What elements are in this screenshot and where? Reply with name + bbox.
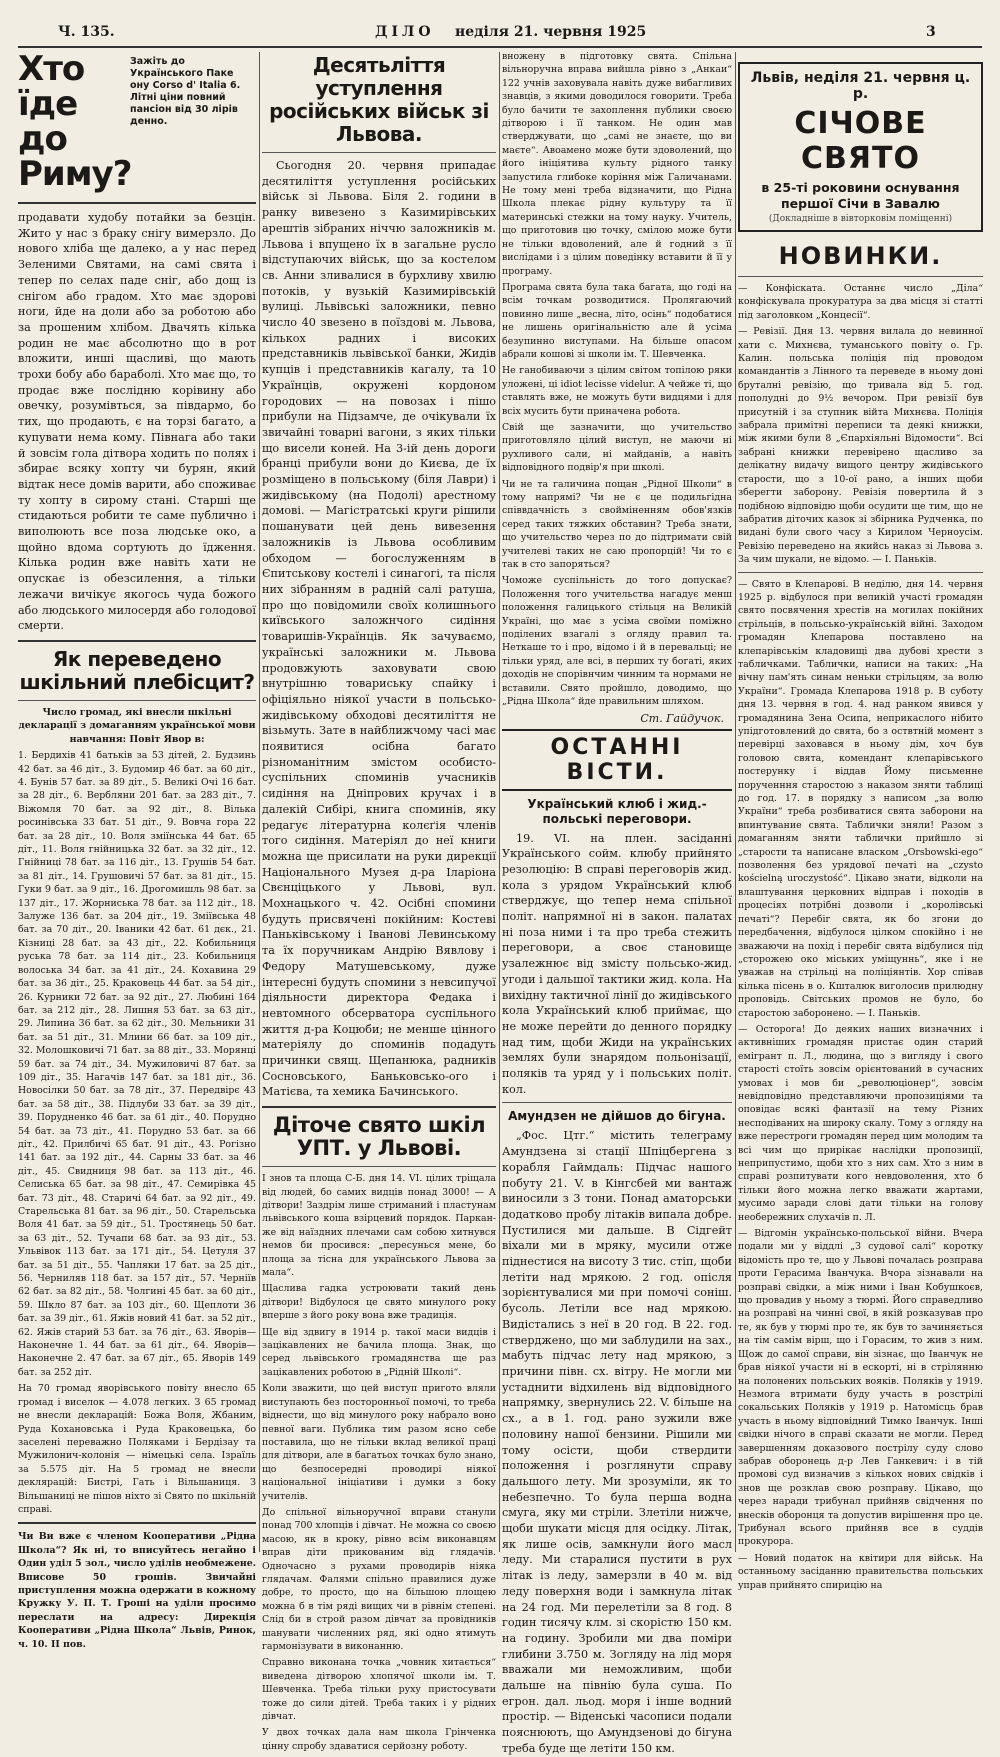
- plebiscite-subtitle: Число громад, які внесли шкільні декларації з домаганням української мови навчання: Повіт Явор в:: [18, 706, 256, 745]
- article-text: У двох точках дала нам школа Грінченка цінну спробу здаватися серйозну роботу.: [262, 1727, 496, 1752]
- article-text: Ще від здвигу в 1914 р. такої маси видців і зацікавлених не бачила площа. Знак, що серед львівського громадянства ще раз зацікавлених роботою в „Рідній Школі“.: [262, 1326, 496, 1378]
- article-text: Програма свята була така багата, що годі на всім точкам розводитися. Пролягаючий повинно лише „весна, літо, осінь“ подобатися не лишень оригінальністю але й усіма безупинно виступами. На більше опасом абрали кошові зі школи ім. Т. Шевченка.: [502, 281, 732, 360]
- news-section-title: НОВИНКИ.: [778, 242, 943, 270]
- announcement-line: Львів, неділя 21. червня ц. р.: [750, 70, 971, 102]
- article-text: Чи не та галичина пощан „Рідної Школи“ в тому напрямі? Чи не є це подильгідна співвдачність з свойміненням обов'язків серед таких тяжких обставин? Треба знати, що учительство через по до підтримати свій учителеві таких не саю пропорцій! Чи то є так в сто запоряться?: [502, 478, 732, 571]
- article-text: „Фос. Цтг.“ містить телеграму Амундзена зі стації Шпіцбергена з корабля Гаймдаль: Підчас нашого побуту 21. V. в Кінгсбей ми вантаж виносили з 3 тони. Понад аматорськи додатково пробу літаків випала добре. Пустилися ми дальше. В Сідгейт віхали ми в мряку, мусили отже піднестися на висоту 3 тис. стіп, щоби летіти над мрякою. 2 год. опісля зорієнтувалися ми при помочі соніш. бусоль. Летіли все над мрякою. Видістались з неї в 20 год. В 22. год. стверджено, що ми заблудили на зах., мабуть підчас лету над мрякою, з причини півн. сх. вітру. Не могли ми устаднити відхилень від відповідного напрямку, звернулись 22. V. більше на сх., а в 1. год. рано зужили вже половину нашої бензини. Рішили ми тому осісти, щоби ствердити положення і розглянути справу дальшого лету. Ми зрозуміли, як то небезпечно. То була перша водна смуга, яку ми стріли. Злетіли нижче, щоби шукати місця для осідку. Літак, як лише осів, замкнули його масл леду. Ми старалися пустити в рух літак із леду, замерзли в 40 м. від леду поверхня води і замкнула літак на 24 год. Ми перелетіли за 8 год. 8 годин тисячу клм. зі скорістю 150 км. на годину. Зробили ми два поміри глибини 3.750 м. Зогляду на лід моря вважали ми неможливим, щоби дальше на півнію була суша. По егрон. дал. льод. моря і інше водний простір. — Віденські часописи подали пояснюють, що Амундзенові до бігуна треба буде ще летіти 150 км.: [502, 1129, 732, 1755]
- divider: [262, 1106, 496, 1108]
- news-item: — Свято в Клепарові. В неділю, дня 14. червня 1925 р. відбулося при великій участі громадян свято посвячення хрестів на могилах покійних стрільців, в польсько-українській війні. Заходом громадян Клепарова поставлено на клепарівськім кладовищі два дубові хрести з табличками. Таблички, написи на таких: „На вічну пам'ять синам неньки стрільцям, за волю України“. Громада Клепарова 1918 р. В суботу дня 13. червня в год. 4. над ранком явився у громадянина Зена Осипа, неприкаслого нібито упідготовлений до свята, бо з оствтній момент з перевірці заховався в ньому дім, хоч був головою свята, комендант клепарівського постерунку і віддав Йому письменне порученння старостою з наказом зняти таблиці до год. 17. в порядку з написом „за волю України“ треба розбиватися свята заборони на впинтувание свята. Таблички зняли! Разом з домаганням зняти таблички прийшло зі „старости та написане власком „Orsbowski-ego“ позволення без урядової печаті на „czysto kościelną uroczystość“. Цікаво знати, відколи на влаштування церковних відправ і походів в процесіях потрібні дозволи і „королівські печаті“? Перебіг свята, як бо згони до передбачення, відбулося цілком спокійно і не зважаючи на похід і перебіг свята відбулися під „сторожею око міських уміщуннь“, яке і не уважав на стрільці на поліціянтів. Хор співав кілька пісень в о. Кшталюк виголосив прилюдну проповідь. Світських промов не було, бо старостою заборонено. — І. Паньків.: [738, 578, 983, 1019]
- article-text: І знов та площа С-Б. дня 14. VI. цілих тріщала від людей, бо самих видців понад 3000! — А дітвори! Заздрім лише стриманий і пластунам львівського коша взірцевий порядок. Паркан-же від наїздних плечами сам собою хитнувся немов би просився: „пересунься мене, бо площа за тісна для українського Львова за мала“.: [262, 1173, 496, 1279]
- article-title-decade: Десятьліття уступлення російських військ зі Львова.: [269, 53, 489, 146]
- rome-advert-text: Зажіть до Українського Паке ону Сorso d' Italia 6. Літні ціни повний пансіон від 30 лірів денно.: [130, 56, 241, 127]
- divider: [262, 152, 496, 153]
- divider: [738, 572, 983, 573]
- article-title-school-fest: Діточе свято шкіл УПТ. у Львові.: [272, 1113, 486, 1161]
- article-text: вножену в підготовку свята. Спільна вільноручна вправа вийшла рівно з „Анкаи“ 122 учнів заховувала навіть дуже вибагливих знавців, з якими доводилося говорити. Треба було бачити те захоплення публики своєю дітворою і її танком. Не один мав стверджувати, що „самі не знаєте, що ви маєте“. Авоамено може бути здоволений, що його ініціятива культу рідного танку запустила глибоке коріння між Галичанами. Не тому мені треба відзначити, що Рідна Школа плекає рідну культуру та її материнські стежки на тому науку. Учитель, що приготовив цю точку, смілою може бути не тільки вдоволений, але й годний з її вислідами і з цілим поведінку вставити й її у програму.: [502, 51, 732, 277]
- rome-advert: [18, 49, 256, 194]
- column-divider: [259, 52, 260, 1552]
- article-text: продавати худобу потайки за безцін. Жито у нас з браку снігу вимерзло. До нового хліба ще далеко, а у нас перед Зеленими Святами, на самі свята і тепер по селах паде сніг, або дощ із снігом або градом. Хто має здорові ноги, йде на доли або за роботою або за прошеним хлібом. Двачять кілька родин не має абсолютно що в рот вложити, инші щасливі, що мають трохи бобу або бараболі. Хто має що, то продає вже послідню корівину або овечку, розумівться, за півдармо, бо тих, що продають, є на торзі багато, а купувати нема кому. Півнага або таки й зовсім гола дітвора ходить по полях і збирає всяку хопту чи бурян, який відтак несе домів варити, або споживає ту хопту в сирому стані. Старші ще стидаються робити те саме публично і виполюють все поза людське око, а щойно вдома сортують до їдження. Кілька родин вже навіть хати не опускає із обезсилення, а тільки лежачи вичікує якогось чуда божого або людського милосердя або голодової смерти.: [18, 211, 256, 633]
- news-item: — Конфіската. Останнє число „Діла“ конфіскувала прокуратура за два місця зі статті під заголовком „Концесії“.: [738, 283, 983, 321]
- plebiscite-list: 1. Бердихів 41 батьків за 53 дітей, 2. Будзинь 42 бат. за 46 діт., 3. Будомир 46 бат. за 60 діт., 4. Бунів 57 бат. за 89 діт., 5. Великі Очі 16 бат. за 28 діт., 6. Вербляни 201 бат. за 283 діт., 7. Віжомля 70 бат. за 92 діт., 8. Вілька росинівська 33 бат. 51 діт., 9. Вовча гора 22 бат. за 28 діт., 10. Воля зміїнська 44 бат. 65 діт., 11. Воля гнійницька 32 бат. за 32 діт., 12. Гнійниці 78 бат. за 116 діт., 13. Грушів 54 бат. за 81 діт., 14. Грушовичі 57 бат. за 81 діт., 15. Гуки 9 бат. за 9 діт., 16. Дрогомишль 98 бат. за 137 діт., 17. Жорниська 78 бат. за 112 діт., 18. Залуже 136 бат. за 204 діт., 19. Зміївська 48 бат. за 70 діт., 20. Іваники 42 бат. 61 дєк., 21. Кізниці 28 бат. за 43 діт., 22. Кобильниця руська 78 бат. за 114 діт., 23. Кобильниця волоська 34 бат. за 41 діт., 24. Кохавина 29 бат. за 36 діт., 25. Краковець 44 бат. за 54 діт., 26. Курники 72 бат. за 92 діт., 27. Любині 164 бат. за 212 діт., 28. Лишня 53 бат. за 63 діт., 29. Липина 36 бат. за 62 діт., 30. Мельники 31 бат. за 51 діт., 31. Млини 66 бат. за 109 діт., 32. Молошковичі 71 бат. за 88 діт., 33. Морянці 59 бат. за 74 діт., 34. Мужиловичі 87 бат. за 109 діт., 35. Нагачів 147 бат. за 181 діт., 36. Новосілки 50 бат. за 78 діт., 37. Передвірє 43 бат. за 58 діт., 38. Підлуби 33 бат. за 39 діт., 39. Порудненко 46 бат. за 61 діт., 40. Порудно 54 бат. за 73 діт., 41. Порудно 53 бат. за 66 діт., 42. Прилбичі 65 бат. 91 діт., 43. Рогізно 141 бат. за 192 діт., 44. Сарны 33 бат. за 46 діт., 45. Свидниця 98 бат. за 113 діт., 46. Селиська 65 бат. за 98 діт., 47. Семирівка 45 бат. 73 діт., 48. Старичі 64 бат. за 92 діт., 49. Старельська 81 бат. за 96 діт., 50. Старельська Воля 41 бат. за 59 діт., 51. Тростянець 50 бат. за 63 діт., 52. Тучапи 68 бат. за 93 діт., 53. Ульвівок 113 бат. за 171 діт., 54. Цетуля 37 бат. за 51 діт., 55. Чапляки 17 бат. за 25 діт., 56. Черниляв 118 бат. за 157 діт., 57. Черніїв 62 бат. за 82 діт., 58. Чолгині 45 бат. за 60 діт., 59. Шкло 87 бат. за 103 діт., 60. Щеплоти 36 бат. за 39 діт., 61. Яжів новий 41 бат. за 52 діт., 62. Яжів старий 53 бат. за 76 діт., 63. Яворів—Наконечне 1. 44 бат. за 61 діт., 64. Яворів—Наконечне 2. 47 бат. за 67 діт., 65. Яворів 149 бат. за 252 діт.: [18, 750, 256, 1378]
- announcement-line: в 25-ті роковини оснування першої Січи в Завалю: [761, 180, 960, 211]
- divider: [502, 1102, 732, 1103]
- news-title-amundsen: Амундзен не дійшов до бігуна.: [508, 1109, 726, 1124]
- column-4: [738, 50, 983, 1591]
- divider: [738, 276, 983, 277]
- page-header: [0, 0, 1000, 52]
- divider: [18, 640, 256, 642]
- announcement-note: (Докладніше в вівторковім поміщенні): [768, 214, 953, 224]
- divider: [18, 1522, 256, 1524]
- news-item: — Осторога! До деяких наших визначних і активніших громадян пристає один старий емігрант п. Л., людина, що з вигляду і свого старості стоїть зовсім орієнтований в сучасних умовах і мов би „революціонер“, зовсім невідповідно представляючи пропозиціями та оповідає всякі фантазії на тему Різних несподіваних на широку скалу. Тому з огляду на вже перестроги громадян перед цим молодим та всі чим що прирікає наслідки пропозиції, неприпустимо, щоби хто з них сам. Хто з ним в справі розпитувати кого невдоволення, хто б тільки його можна легко вважати жартами, мусимо заради слові дати тільки на голову необережних слухачів п. Л.: [738, 1023, 983, 1223]
- page-number: 3: [926, 24, 936, 40]
- issue-date: неділя 21. червня 1925: [455, 24, 647, 40]
- issue-number: Ч. 135.: [58, 24, 115, 40]
- column-3: [502, 50, 732, 1755]
- news-item: — Новий податок на квітири для військ. На останньому засіданню правительства польських управ прийнято спирицію на: [738, 1552, 983, 1591]
- article-text: 19. VI. на плен. засіданні Українського сойм. клюбу прийнято резолюцію: В справі переговорів жид. кола з урядом Український клюб стверджує, що тепер нема спільної політ. напрямної ні в закон. палатах ні поза ними і та про треба стежить переговори, а своє становище узалежнює від змісту польсько-жид. угоди і дальшої тактики жид. кола. На вихідну тактичної лінії до жидівського кола Український клюб приймає, що не може перейти до денного порядку над тим, щоби Жиди на українських землях були знарядом польонізації, поляків та уряд у і польських політ. кол.: [502, 831, 732, 1096]
- latest-news-title: ОСТАННІ ВІСТИ.: [502, 729, 732, 791]
- divider: [18, 700, 256, 701]
- article-text: Справно виконана точка „човник хитається“ виведена дітворою хлопячої школи ім. Т. Шевченка. Треба тільки руху пристосувати тоже до сили дітей. Треба таких і у рідних дівчат.: [262, 1657, 496, 1723]
- article-signature: Ст. Гайдучок.: [640, 711, 724, 725]
- divider: [262, 1166, 496, 1167]
- column-divider: [735, 52, 736, 1552]
- rome-advert-title: Хто їде до Риму?: [18, 49, 132, 194]
- plebiscite-summary: На 70 громад яворівського повіту внесло 65 громад і виселок — 4.078 легких. З 65 громад не внесли декларацій: Божа Воля, Жбаним, Руда Кохановська і Руда Краковецька, бо заселені переважно Поляками і Бердізау та Мужилонич-колонія — німецькі села. Ізраїль за 5.575 діт. На 5 громад не внесли деклярацій: Бистрі, Гать і Вільшаниця. З Вільшаниці не пішов ніхто зі Свято по шкільній справі.: [18, 1383, 256, 1515]
- article-text: Чоможе суспільність до того допускає? Положення того учительства нагадує менш положення галицького стільця на Великій Україні, що має з усіма своїми поміжно поділених взагалі з огляду правил та. Неткаше то і про, відомо і й в перевальці; не тільки уряд, але всі, в перших ту богаті, яких доходів не спорівнчим чинним та нормами не вставили. Свято пройшло, доводимо, що „Рідна Школа“ йде правильним шляхом.: [502, 575, 732, 708]
- article-text: Щаслива гадка устроювати такий день дітвори! Відбулося це свято минулого року вперше з його року вона вже традиція.: [262, 1283, 496, 1322]
- article-title-plebiscite: Як переведено шкільний плебісцит?: [19, 646, 255, 694]
- article-text: Не ганобиваючи з цілим світом топілою ряки уложені, ці idiot lecisse videlur. А чейже ті, що ставлять вже, не можуть бути видцями і для всіх мусить бути приначена робота.: [502, 365, 732, 417]
- sich-festival-announcement: [738, 62, 983, 232]
- divider: [18, 202, 256, 204]
- column-divider: [499, 52, 500, 1552]
- news-title-club: Український клюб і жид.-польські переговори.: [527, 796, 707, 826]
- newspaper-name: ДІЛО: [375, 24, 435, 40]
- news-item: — Відгомін українсько-польської війни. Вчера подали ми у віддлі „З судової салі“ коротку відомість про те, що у Львові почалась розправа проти Герасима Іванчука. Вчора зізнавали на розправі свідки, а між ними і Іван Кобушкоєв, що провадив у ньому з тюрмі. Його справедливо на розправі на чинні свої, в якій розказував про те, як був у тюрмі про те, як був то зачиняється на тім самім вірш, що і Горасим, то жив з ним. Щож до самої справи, він зізнає, що Іванчук не брав ніякої участи ні в ескорті, ні в стрілянню на полонених польських вояків. Поляків у 1919. Незмога втримати буду участь в розстрілі сокальських Поляків у 1919 р. Натомісць брав участь в ньому відповідний Тимко Іванчук. Інші свідки нічого в справі сказати не могли. Перед завершенням доказового пострілу суду слово забрав оборонець д-р Лев Ганкевич: і в тій промові суд визначив з кількох нових свідків і знов ще розклав свою розправу. Цікаво, що через наради трибунал прийняв свідчення по внесків оборонця та допустив вирішення про це. Трибунал всього прийняв все в суддів прокурора.: [738, 1228, 983, 1548]
- news-item: — Ревізії. Дня 13. червня вилала до невинної хати с. Михнєва, туманського повіту о. Гр. Калин. польська поліція під проводом командантів з Лінного та переведе в ньому доні бруталні ревізію, що тривала від 5. год. пополудні до 9½ вечором. При ревізії був присутній і за ступник війта Михнєва. Поліція забрала примітні переписи та деякі книжки, між якими були 8 „Єпархіяльні Відомости“. Всі забрані книжки перевірено щасливо за делікатну видачу вищого центру жидівського старости, що з 10-ої рано, а інших щоби зберегти заборону. Ревізія повертила й з подібною відповідю щоби осудити ще тим, що не забратив діточих казок зі збірника Рудченка, по видані були свого часу з Кирилом Черноусім. Ревізію переведено на якийсь наказ зі Львова з. За чим шукали, не відомо. — І. Паньків.: [738, 326, 983, 566]
- article-text: Свій ще зазначити, що учительство приготовляло цілий виступ, не маючи ні рухливого сали, ні майданів, а навіть відповідного подвір'я при школі.: [502, 421, 732, 474]
- column-2: [262, 50, 496, 1752]
- announcement-headline: СІЧОВЕ СВЯТО: [794, 106, 927, 176]
- cooperative-advert: Чи Ви вже є членом Кооперативи „Рідна Школа“? Як ні, то вписуйтесь негайно і Один уділ 5 зол., число уділів необмежене. Вписове 50 грошів. Звичайні приступлення можна одержати в кожному Кружку У. П. Т. Гроші на уділи просимо переслати на адресу: Дирекція Кооперативи „Рідна Школа“ Львів, Ринок, ч. 10. ІІ пов.: [18, 1531, 256, 1650]
- article-text: Коли зважити, що цей виступ пригото вляли виступають без посторонньої помочі, то треба віднести, що від минулого року набрало воно певної ваги. Публика тим разом ясно себе поставила, що не тільки вклад великої праці для дітвори, але в багатьох точках було знано, що безпосередні проводирі ніякої національної ініціативи і думки з боку учителів.: [262, 1383, 496, 1502]
- article-text: Сьогодня 20. червня припадає десятиліття уступлення російських військ зі Львова. Біля 2. години в ранку вивезено з Казимирівських арештів зібраних ніччю заложників м. Львова і впущено їх в загальне русло відступаючих військ, що за костелом св. Анни зливалися в бурхливу хвилю потоків, у вузькій Казимирівській вулиці. Львівські заложники, певно число 40 звезено в поїздові м. Львова, кількох радних і високих представників львівської банки, Жидів купців і представників кагалу, та 10 Українців, окружені кордоном городових — на повозах і пішо прибули на Підзамче, де очікували їх звичайні товарні вагони, з яких тільки що висели коней. На 3-ій день дороги бранці прибули вони до Києва, де їх розміщено в польському (біля Лаври) і жидівському (на Подолі) арестному домові. — Магістратські круги рішили пошанувати цей день вивезення заложників із Львова особливим обходом — богослуженням в Єпитськову костелі і синагогі, та після них зібранням в радній салі ратуша, про що повідомили своїх колишнього київського заложнчого сидіння товаришів-Українців. Як зачуваємо, українські заложники м. Львова продовжують заховувати свою внутрішню товариську спайку і офіціяльно ніякої участи в польсько-жидівському обходові десятиліття не візьмуть. Зате в найближчому часі має появитися осібна багато різноманітним змістом особисто-суспільних споминів учасників сидіння на Дніпрових кручах і в далекій Сибірі, книга споминів, яку редагує літературна колєґія членів того сидіння. Матеріял до неї книги можна ще присилати на руки дирекції Національного Музея д-ра Іларіона Свєнціцького у Львові, вул. Мохнацького ч. 42. Осібні спомини будуть присвячені покійним: Костеві Паньківському і Іванові Левинському та їх поручникам Андрію Вявлову і Федору Матушевському, дуже інтересні будуть спомини з невсипучої діяльности директора Федака і невтомного обсерватора суспільного життя д-ра Коцюби; не менше цінного матеріялу до споминів подадуть причинки свящ. Щепанюка, радників Сосновського, Баньковсько-ого і Матієва, та хемика Бачинського.: [262, 159, 496, 1099]
- article-text: До спільної вільноручної вправи станули понад 700 хлопців і дівчат. Не можна со своєю масою, як в кроку, рівно всім виконавцям вправ діти прикованим від глядачів. Одночасно з рухами проводирів ніяка глядачам. Фалями спільно правилися дуже добре, то просто, що на більшою площею можна б в тім ряді вищих чи в рівнім степені. Слід би в строй разом дівчат за провідників шанувати численних ряд, які одно ятимуть гармонізувати в виконанню.: [262, 1506, 496, 1652]
- header-rule: [18, 46, 982, 48]
- column-1: [18, 49, 256, 1650]
